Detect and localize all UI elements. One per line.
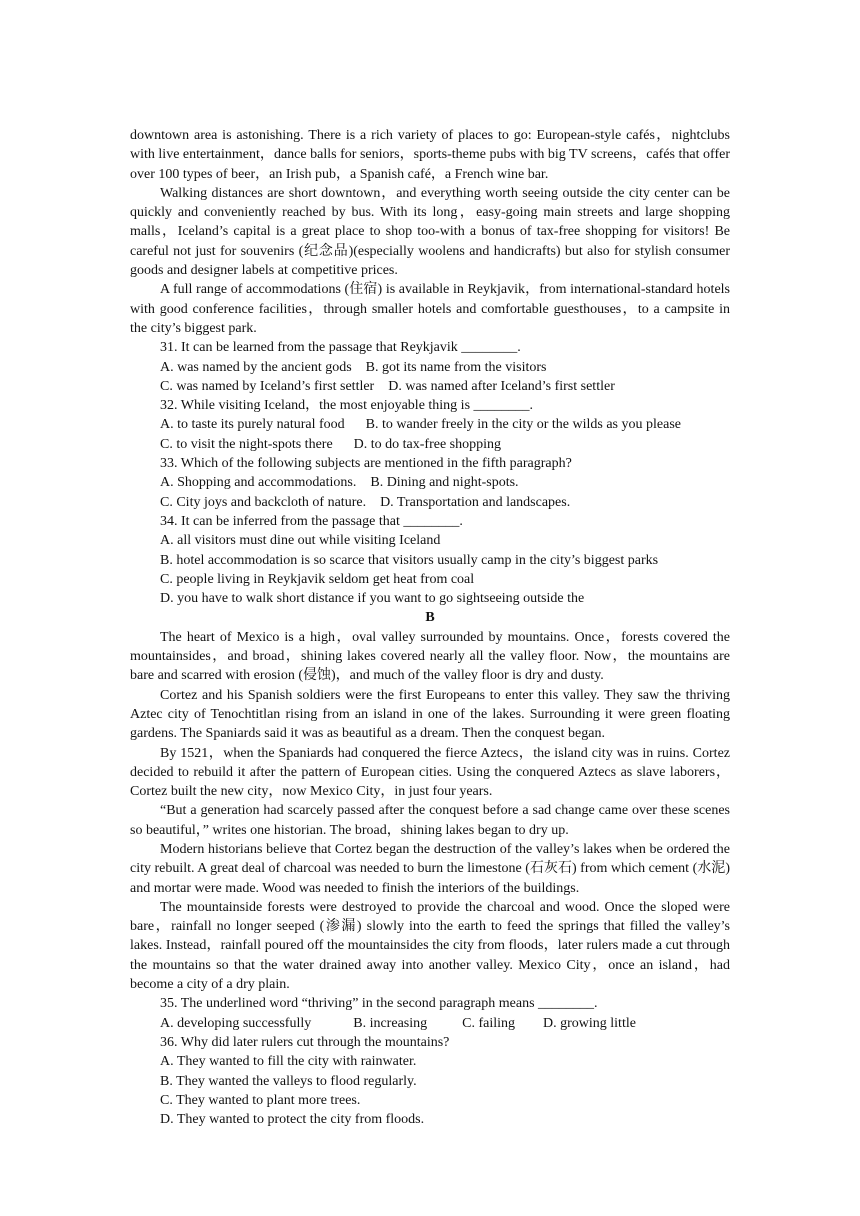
answer-option-line: A. developing successfully B. increasing C. failing D. growing little <box>160 1015 636 1031</box>
answer-option-line: D. you have to walk short distance if you want to go sightseeing outside the <box>160 591 585 607</box>
answer-option-line: A. Shopping and accommodations. B. Dining and night-spots. <box>160 475 519 491</box>
paragraph: Cortez and his Spanish soldiers were the first Europeans to enter this valley. They saw the thriving Aztec city of Tenochtitlan rising from an island in one of the lakes. Surrounding it were green floating gardens. The Spaniards said it was as beautiful as a dream. Then the conquest began. <box>130 687 730 742</box>
paragraph: By 1521，when the Spaniards had conquered the fierce Aztecs，the island city was in ruins. Cortez decided to rebuild it after the pattern of European cities. Using the conquered Aztecs as slave laborers，Cortez built the new city，now Mexico City，in just four years. <box>130 745 730 800</box>
question-block <box>130 994 730 1129</box>
document-page <box>130 126 730 1129</box>
answer-option-line: C. people living in Reykjavik seldom get heat from coal <box>160 571 475 587</box>
paragraph: Modern historians believe that Cortez began the destruction of the valley’s lakes when be ordered the city rebuilt. A great deal of charcoal was needed to burn the limestone (石灰石) from which cement (水泥) and mortar were made. Wood was needed to finish the interiors of the buildings. <box>130 841 730 896</box>
answer-option-line: C. to visit the night-spots there D. to do tax-free shopping <box>160 436 502 452</box>
question-31: 31. It can be learned from the passage that Reykjavik ________. <box>160 340 521 356</box>
question-35: 35. The underlined word “thriving” in the second paragraph means ________. <box>160 996 598 1012</box>
section-heading: B <box>425 610 435 626</box>
question-34: 34. It can be inferred from the passage that ________. <box>160 513 463 529</box>
answer-option-line: B. They wanted the valleys to flood regularly. <box>160 1073 417 1089</box>
answer-option-line: A. was named by the ancient gods B. got its name from the visitors <box>160 359 547 375</box>
answer-option-line: A. all visitors must dine out while visiting Iceland <box>160 533 441 549</box>
paragraph: downtown area is astonishing. There is a rich variety of places to go: European-style cafés，nightclubs with live entertainment，dance balls for seniors，sports-theme pubs with big TV screens，cafés that offer over 100 types of beer，an Irish pub，a Spanish café，a French wine bar. <box>130 128 730 182</box>
answer-option-line: D. They wanted to protect the city from floods. <box>160 1112 425 1128</box>
paragraph: “But a generation had scarcely passed after the conquest before a sad change came over these scenes so beautiful，” writes one historian. The broad，shining lakes began to dry up. <box>130 803 730 838</box>
question-block <box>130 338 730 608</box>
answer-option-line: B. hotel accommodation is so scarce that visitors usually camp in the city’s biggest parks <box>160 552 659 568</box>
question-32: 32. While visiting Iceland，the most enjoyable thing is ________. <box>160 398 534 414</box>
paragraph: A full range of accommodations (住宿) is available in Reykjavik，from international-standard hotels with good conference facilities，through smaller hotels and comfortable guesthouses，to a campsite in the city’s biggest park. <box>130 282 730 336</box>
answer-option-line: C. was named by Iceland’s first settler D. was named after Iceland’s first settler <box>160 378 615 394</box>
answer-option-line: C. They wanted to plant more trees. <box>160 1092 361 1108</box>
passage-b <box>130 608 730 1129</box>
answer-option-line: A. to taste its purely natural food B. to wander freely in the city or the wilds as you please <box>160 417 681 433</box>
question-33: 33. Which of the following subjects are mentioned in the fifth paragraph? <box>160 456 572 472</box>
passage-a <box>130 126 730 608</box>
question-36: 36. Why did later rulers cut through the mountains? <box>160 1034 450 1050</box>
paragraph: The mountainside forests were destroyed to provide the charcoal and wood. Once the sloped were bare，rainfall no longer seeped (渗漏) slowly into the earth to feed the springs that filled the valley’s lakes. Instead，rainfall poured off the mountainsides the city from floods，later rulers made a cut through the mountains so that the water drained away into another valley. Mexico City，once an island，had become a city of a dry plain. <box>130 899 730 993</box>
answer-option-line: C. City joys and backcloth of nature. D. Transportation and landscapes. <box>160 494 571 510</box>
paragraph: The heart of Mexico is a high，oval valley surrounded by mountains. Once，forests covered the mountainsides，and broad，shining lakes covered nearly all the valley floor. Now，the mountains are bare and scarred with erosion (侵蚀)，and much of the valley floor is dry and dusty. <box>130 629 730 684</box>
answer-option-line: A. They wanted to fill the city with rainwater. <box>160 1054 417 1070</box>
paragraph: Walking distances are short downtown，and everything worth seeing outside the city center can be quickly and conveniently reached by bus. With its long，easy-going main streets and large shopping malls，Iceland’s capital is a great place to shop too-with a bonus of tax-free shopping for visitors! Be careful not just for souvenirs (纪念品)(especially woolens and handicrafts) but also for stylish consumer goods and designer labels at competitive prices. <box>130 185 730 279</box>
